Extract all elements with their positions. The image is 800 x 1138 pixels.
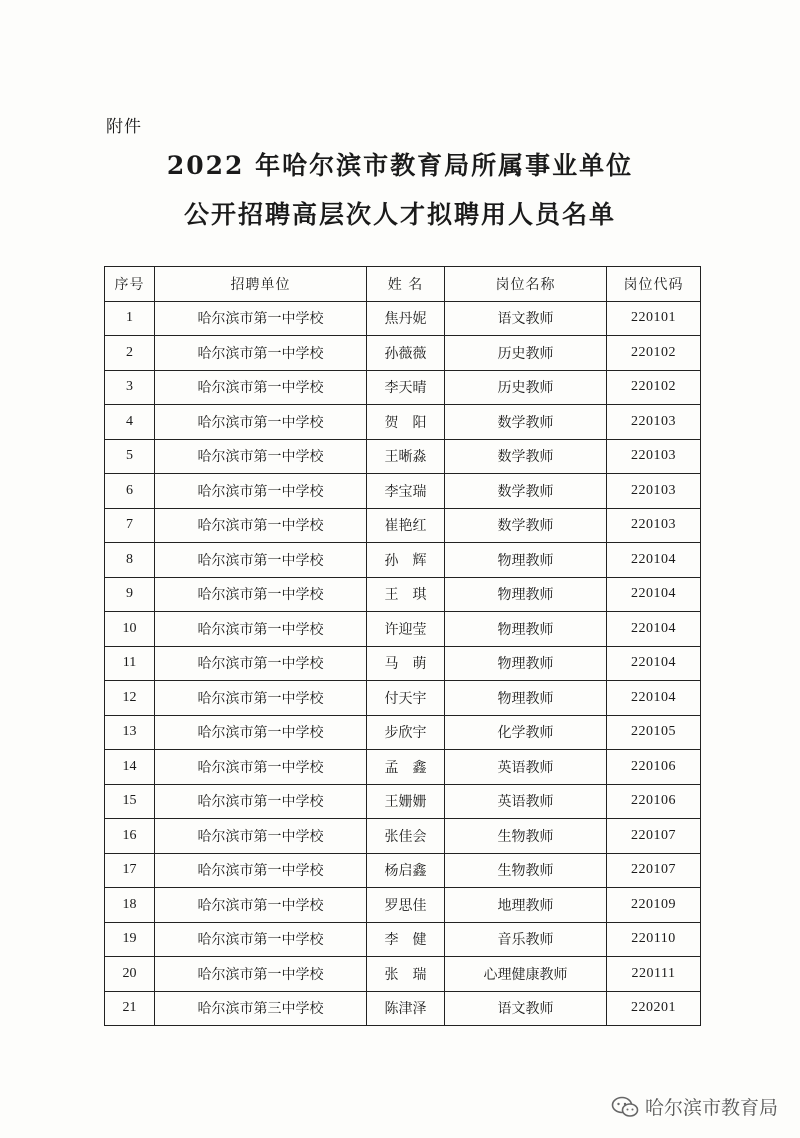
cell-index: 21 bbox=[105, 991, 155, 1026]
cell-index: 18 bbox=[105, 888, 155, 923]
table-row bbox=[105, 957, 701, 992]
cell-employer: 哈尔滨市第一中学校 bbox=[155, 336, 367, 371]
table-row bbox=[105, 543, 701, 578]
cell-name: 崔艳红 bbox=[367, 508, 445, 543]
cell-name: 孙薇薇 bbox=[367, 336, 445, 371]
cell-employer: 哈尔滨市第一中学校 bbox=[155, 439, 367, 474]
cell-name: 王 琪 bbox=[367, 577, 445, 612]
table-row bbox=[105, 922, 701, 957]
cell-employer: 哈尔滨市第一中学校 bbox=[155, 646, 367, 681]
table-row bbox=[105, 405, 701, 440]
cell-position-code: 220107 bbox=[607, 819, 701, 854]
table-body bbox=[105, 301, 701, 1026]
cell-position-code: 220102 bbox=[607, 370, 701, 405]
table-row bbox=[105, 681, 701, 716]
cell-name: 王晰淼 bbox=[367, 439, 445, 474]
cell-employer: 哈尔滨市第一中学校 bbox=[155, 543, 367, 578]
cell-name: 李 健 bbox=[367, 922, 445, 957]
cell-position-code: 220109 bbox=[607, 888, 701, 923]
hiring-roster-table bbox=[104, 266, 701, 1026]
cell-index: 1 bbox=[105, 301, 155, 336]
cell-index: 5 bbox=[105, 439, 155, 474]
cell-index: 7 bbox=[105, 508, 155, 543]
cell-position: 历史教师 bbox=[445, 336, 607, 371]
cell-position: 物理教师 bbox=[445, 577, 607, 612]
table-row bbox=[105, 577, 701, 612]
cell-position: 音乐教师 bbox=[445, 922, 607, 957]
cell-name: 贺 阳 bbox=[367, 405, 445, 440]
table-row bbox=[105, 991, 701, 1026]
header-row bbox=[105, 267, 701, 302]
cell-employer: 哈尔滨市第一中学校 bbox=[155, 888, 367, 923]
cell-index: 20 bbox=[105, 957, 155, 992]
cell-name: 步欣宇 bbox=[367, 715, 445, 750]
table-row bbox=[105, 439, 701, 474]
header-index: 序号 bbox=[105, 267, 155, 302]
cell-position-code: 220106 bbox=[607, 750, 701, 785]
cell-position-code: 220103 bbox=[607, 508, 701, 543]
cell-index: 6 bbox=[105, 474, 155, 509]
cell-position: 英语教师 bbox=[445, 750, 607, 785]
cell-index: 2 bbox=[105, 336, 155, 371]
cell-employer: 哈尔滨市第一中学校 bbox=[155, 750, 367, 785]
cell-position: 物理教师 bbox=[445, 543, 607, 578]
cell-employer: 哈尔滨市第一中学校 bbox=[155, 922, 367, 957]
cell-employer: 哈尔滨市第一中学校 bbox=[155, 301, 367, 336]
cell-position-code: 220104 bbox=[607, 681, 701, 716]
cell-name: 马 萌 bbox=[367, 646, 445, 681]
cell-employer: 哈尔滨市第一中学校 bbox=[155, 853, 367, 888]
cell-employer: 哈尔滨市第一中学校 bbox=[155, 784, 367, 819]
cell-position: 物理教师 bbox=[445, 646, 607, 681]
cell-position: 数学教师 bbox=[445, 474, 607, 509]
cell-position: 历史教师 bbox=[445, 370, 607, 405]
cell-position-code: 220111 bbox=[607, 957, 701, 992]
cell-position-code: 220110 bbox=[607, 922, 701, 957]
table-row bbox=[105, 508, 701, 543]
cell-position-code: 220107 bbox=[607, 853, 701, 888]
cell-position: 心理健康教师 bbox=[445, 957, 607, 992]
table-row bbox=[105, 646, 701, 681]
cell-index: 16 bbox=[105, 819, 155, 854]
cell-position: 化学教师 bbox=[445, 715, 607, 750]
cell-index: 14 bbox=[105, 750, 155, 785]
cell-index: 11 bbox=[105, 646, 155, 681]
cell-position-code: 220103 bbox=[607, 439, 701, 474]
cell-employer: 哈尔滨市第三中学校 bbox=[155, 991, 367, 1026]
cell-position: 语文教师 bbox=[445, 991, 607, 1026]
table-row bbox=[105, 301, 701, 336]
cell-index: 12 bbox=[105, 681, 155, 716]
table-row bbox=[105, 819, 701, 854]
cell-name: 焦丹妮 bbox=[367, 301, 445, 336]
cell-name: 孙 辉 bbox=[367, 543, 445, 578]
cell-position: 英语教师 bbox=[445, 784, 607, 819]
header-position: 岗位名称 bbox=[445, 267, 607, 302]
cell-name: 孟 鑫 bbox=[367, 750, 445, 785]
cell-name: 许迎莹 bbox=[367, 612, 445, 647]
cell-name: 陈津泽 bbox=[367, 991, 445, 1026]
cell-position-code: 220104 bbox=[607, 612, 701, 647]
cell-employer: 哈尔滨市第一中学校 bbox=[155, 508, 367, 543]
cell-name: 张佳会 bbox=[367, 819, 445, 854]
table-row bbox=[105, 784, 701, 819]
cell-index: 17 bbox=[105, 853, 155, 888]
cell-position-code: 220104 bbox=[607, 543, 701, 578]
header-employer: 招聘单位 bbox=[155, 267, 367, 302]
cell-name: 李宝瑞 bbox=[367, 474, 445, 509]
cell-position: 数学教师 bbox=[445, 508, 607, 543]
document-title-line-1: 2022 年哈尔滨市教育局所属事业单位 bbox=[166, 151, 634, 180]
cell-name: 王姗姗 bbox=[367, 784, 445, 819]
cell-index: 10 bbox=[105, 612, 155, 647]
table-row bbox=[105, 853, 701, 888]
cell-name: 李天晴 bbox=[367, 370, 445, 405]
cell-position-code: 220103 bbox=[607, 405, 701, 440]
cell-position: 数学教师 bbox=[445, 405, 607, 440]
header-position-code: 岗位代码 bbox=[607, 267, 701, 302]
cell-index: 19 bbox=[105, 922, 155, 957]
cell-employer: 哈尔滨市第一中学校 bbox=[155, 819, 367, 854]
cell-position-code: 220104 bbox=[607, 577, 701, 612]
table-row bbox=[105, 474, 701, 509]
cell-employer: 哈尔滨市第一中学校 bbox=[155, 370, 367, 405]
cell-employer: 哈尔滨市第一中学校 bbox=[155, 715, 367, 750]
cell-employer: 哈尔滨市第一中学校 bbox=[155, 681, 367, 716]
table-row bbox=[105, 612, 701, 647]
table-row bbox=[105, 336, 701, 371]
cell-index: 13 bbox=[105, 715, 155, 750]
watermark bbox=[611, 1093, 778, 1120]
cell-position: 语文教师 bbox=[445, 301, 607, 336]
header-name: 姓 名 bbox=[367, 267, 445, 302]
cell-position-code: 220103 bbox=[607, 474, 701, 509]
cell-position-code: 220105 bbox=[607, 715, 701, 750]
attachment-label: 附件 bbox=[106, 117, 142, 137]
cell-position: 生物教师 bbox=[445, 853, 607, 888]
cell-employer: 哈尔滨市第一中学校 bbox=[155, 957, 367, 992]
table-row bbox=[105, 715, 701, 750]
cell-name: 付天宇 bbox=[367, 681, 445, 716]
cell-position-code: 220101 bbox=[607, 301, 701, 336]
cell-position: 物理教师 bbox=[445, 612, 607, 647]
cell-employer: 哈尔滨市第一中学校 bbox=[155, 612, 367, 647]
cell-position-code: 220104 bbox=[607, 646, 701, 681]
cell-position: 地理教师 bbox=[445, 888, 607, 923]
cell-position-code: 220106 bbox=[607, 784, 701, 819]
cell-employer: 哈尔滨市第一中学校 bbox=[155, 405, 367, 440]
table-header bbox=[105, 267, 701, 302]
document-title-line-2: 公开招聘高层次人才拟聘用人员名单 bbox=[183, 200, 616, 229]
watermark-text: 哈尔滨市教育局 bbox=[644, 1097, 778, 1119]
cell-position: 数学教师 bbox=[445, 439, 607, 474]
cell-index: 8 bbox=[105, 543, 155, 578]
cell-position-code: 220102 bbox=[607, 336, 701, 371]
cell-name: 杨启鑫 bbox=[367, 853, 445, 888]
wechat-icon bbox=[611, 1096, 639, 1118]
table-row bbox=[105, 370, 701, 405]
cell-index: 9 bbox=[105, 577, 155, 612]
table-row bbox=[105, 750, 701, 785]
cell-employer: 哈尔滨市第一中学校 bbox=[155, 474, 367, 509]
cell-index: 15 bbox=[105, 784, 155, 819]
cell-index: 4 bbox=[105, 405, 155, 440]
cell-position: 物理教师 bbox=[445, 681, 607, 716]
cell-name: 罗思佳 bbox=[367, 888, 445, 923]
cell-position: 生物教师 bbox=[445, 819, 607, 854]
cell-position-code: 220201 bbox=[607, 991, 701, 1026]
cell-index: 3 bbox=[105, 370, 155, 405]
cell-name: 张 瑞 bbox=[367, 957, 445, 992]
cell-employer: 哈尔滨市第一中学校 bbox=[155, 577, 367, 612]
table-row bbox=[105, 888, 701, 923]
